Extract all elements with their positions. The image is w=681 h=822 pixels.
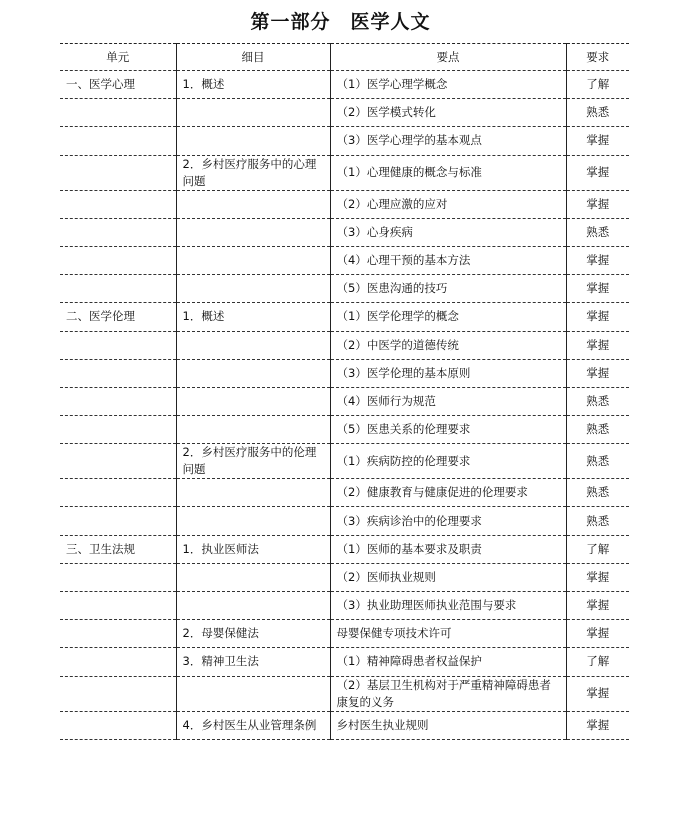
subitem-cell: 2．乡村医疗服务中的伦理问题 <box>176 444 330 479</box>
subitem-cell <box>176 387 330 415</box>
subitem-cell <box>176 676 330 711</box>
keypoint-cell: （3）疾病诊治中的伦理要求 <box>330 507 566 535</box>
table-row <box>60 507 629 535</box>
requirement-cell: 熟悉 <box>566 416 629 444</box>
subitem-cell: 1．执业医师法 <box>176 535 330 563</box>
unit-cell <box>60 592 176 620</box>
header-keypoint: 要点 <box>330 44 566 71</box>
requirement-cell: 熟悉 <box>566 507 629 535</box>
table-row <box>60 359 629 387</box>
keypoint-cell: 乡村医生执业规则 <box>330 711 566 739</box>
unit-cell <box>60 676 176 711</box>
keypoint-cell: （1）心理健康的概念与标准 <box>330 155 566 190</box>
keypoint-cell: （1）医师的基本要求及职责 <box>330 535 566 563</box>
subitem-cell <box>176 563 330 591</box>
unit-cell <box>60 444 176 479</box>
requirement-cell: 掌握 <box>566 711 629 739</box>
keypoint-cell: （2）基层卫生机构对于严重精神障碍患者康复的义务 <box>330 676 566 711</box>
subitem-cell <box>176 127 330 155</box>
subitem-cell: 3．精神卫生法 <box>176 648 330 676</box>
requirement-cell: 掌握 <box>566 246 629 274</box>
keypoint-cell: （2）医学模式转化 <box>330 99 566 127</box>
unit-cell <box>60 218 176 246</box>
subitem-cell <box>176 218 330 246</box>
unit-cell <box>60 507 176 535</box>
unit-cell <box>60 190 176 218</box>
table-row <box>60 648 629 676</box>
table-row <box>60 444 629 479</box>
requirement-cell: 掌握 <box>566 127 629 155</box>
unit-cell <box>60 155 176 190</box>
requirement-cell: 熟悉 <box>566 218 629 246</box>
unit-cell <box>60 331 176 359</box>
unit-cell <box>60 387 176 415</box>
subitem-cell <box>176 479 330 507</box>
table-row <box>60 592 629 620</box>
keypoint-cell: （2）健康教育与健康促进的伦理要求 <box>330 479 566 507</box>
unit-cell: 一、医学心理 <box>60 71 176 99</box>
requirement-cell: 了解 <box>566 71 629 99</box>
unit-cell <box>60 99 176 127</box>
unit-cell <box>60 648 176 676</box>
unit-cell <box>60 711 176 739</box>
table-row <box>60 387 629 415</box>
table-row <box>60 479 629 507</box>
requirement-cell: 掌握 <box>566 563 629 591</box>
requirement-cell: 掌握 <box>566 331 629 359</box>
table-row <box>60 416 629 444</box>
table-row <box>60 218 629 246</box>
keypoint-cell: （4）心理干预的基本方法 <box>330 246 566 274</box>
subitem-cell <box>176 99 330 127</box>
requirement-cell: 掌握 <box>566 676 629 711</box>
keypoint-cell: （2）医师执业规则 <box>330 563 566 591</box>
requirement-cell: 熟悉 <box>566 444 629 479</box>
subitem-cell <box>176 416 330 444</box>
requirement-cell: 掌握 <box>566 359 629 387</box>
header-subitem: 细目 <box>176 44 330 71</box>
unit-cell <box>60 275 176 303</box>
requirement-cell: 熟悉 <box>566 479 629 507</box>
keypoint-cell: （3）医学伦理的基本原则 <box>330 359 566 387</box>
keypoint-cell: （5）医患沟通的技巧 <box>330 275 566 303</box>
table-row <box>60 563 629 591</box>
header-unit: 单元 <box>60 44 176 71</box>
syllabus-table <box>60 43 629 740</box>
subitem-cell <box>176 246 330 274</box>
table-row <box>60 331 629 359</box>
unit-cell <box>60 620 176 648</box>
requirement-cell: 掌握 <box>566 275 629 303</box>
subitem-cell <box>176 507 330 535</box>
unit-cell <box>60 416 176 444</box>
table-row <box>60 676 629 711</box>
subitem-cell: 4．乡村医生从业管理条例 <box>176 711 330 739</box>
requirement-cell: 掌握 <box>566 190 629 218</box>
keypoint-cell: （3）心身疾病 <box>330 218 566 246</box>
requirement-cell: 了解 <box>566 648 629 676</box>
table-row <box>60 246 629 274</box>
table-row <box>60 99 629 127</box>
unit-cell <box>60 479 176 507</box>
table-row <box>60 190 629 218</box>
table-row <box>60 127 629 155</box>
unit-cell: 二、医学伦理 <box>60 303 176 331</box>
table-row <box>60 535 629 563</box>
subitem-cell: 1．概述 <box>176 303 330 331</box>
table-header-row <box>60 44 629 71</box>
requirement-cell: 掌握 <box>566 155 629 190</box>
subitem-cell <box>176 331 330 359</box>
keypoint-cell: （2）心理应激的应对 <box>330 190 566 218</box>
table-body <box>60 71 629 740</box>
keypoint-cell: 母婴保健专项技术许可 <box>330 620 566 648</box>
unit-cell <box>60 359 176 387</box>
subitem-cell: 2．乡村医疗服务中的心理问题 <box>176 155 330 190</box>
subitem-cell: 1．概述 <box>176 71 330 99</box>
keypoint-cell: （3）执业助理医师执业范围与要求 <box>330 592 566 620</box>
subitem-cell <box>176 359 330 387</box>
table-row <box>60 711 629 739</box>
keypoint-cell: （1）疾病防控的伦理要求 <box>330 444 566 479</box>
requirement-cell: 熟悉 <box>566 387 629 415</box>
requirement-cell: 掌握 <box>566 592 629 620</box>
unit-cell <box>60 246 176 274</box>
table-row <box>60 275 629 303</box>
requirement-cell: 了解 <box>566 535 629 563</box>
requirement-cell: 掌握 <box>566 303 629 331</box>
keypoint-cell: （2）中医学的道德传统 <box>330 331 566 359</box>
subitem-cell <box>176 592 330 620</box>
keypoint-cell: （5）医患关系的伦理要求 <box>330 416 566 444</box>
unit-cell: 三、卫生法规 <box>60 535 176 563</box>
unit-cell <box>60 563 176 591</box>
table-row <box>60 303 629 331</box>
keypoint-cell: （1）医学伦理学的概念 <box>330 303 566 331</box>
keypoint-cell: （3）医学心理学的基本观点 <box>330 127 566 155</box>
subitem-cell <box>176 190 330 218</box>
requirement-cell: 掌握 <box>566 620 629 648</box>
table-row <box>60 620 629 648</box>
unit-cell <box>60 127 176 155</box>
keypoint-cell: （1）医学心理学概念 <box>330 71 566 99</box>
subitem-cell: 2．母婴保健法 <box>176 620 330 648</box>
subitem-cell <box>176 275 330 303</box>
keypoint-cell: （4）医师行为规范 <box>330 387 566 415</box>
page-title: 第一部分 医学人文 <box>250 11 431 33</box>
table-row <box>60 155 629 190</box>
table-row <box>60 71 629 99</box>
header-requirement: 要求 <box>566 44 629 71</box>
keypoint-cell: （1）精神障碍患者权益保护 <box>330 648 566 676</box>
requirement-cell: 熟悉 <box>566 99 629 127</box>
